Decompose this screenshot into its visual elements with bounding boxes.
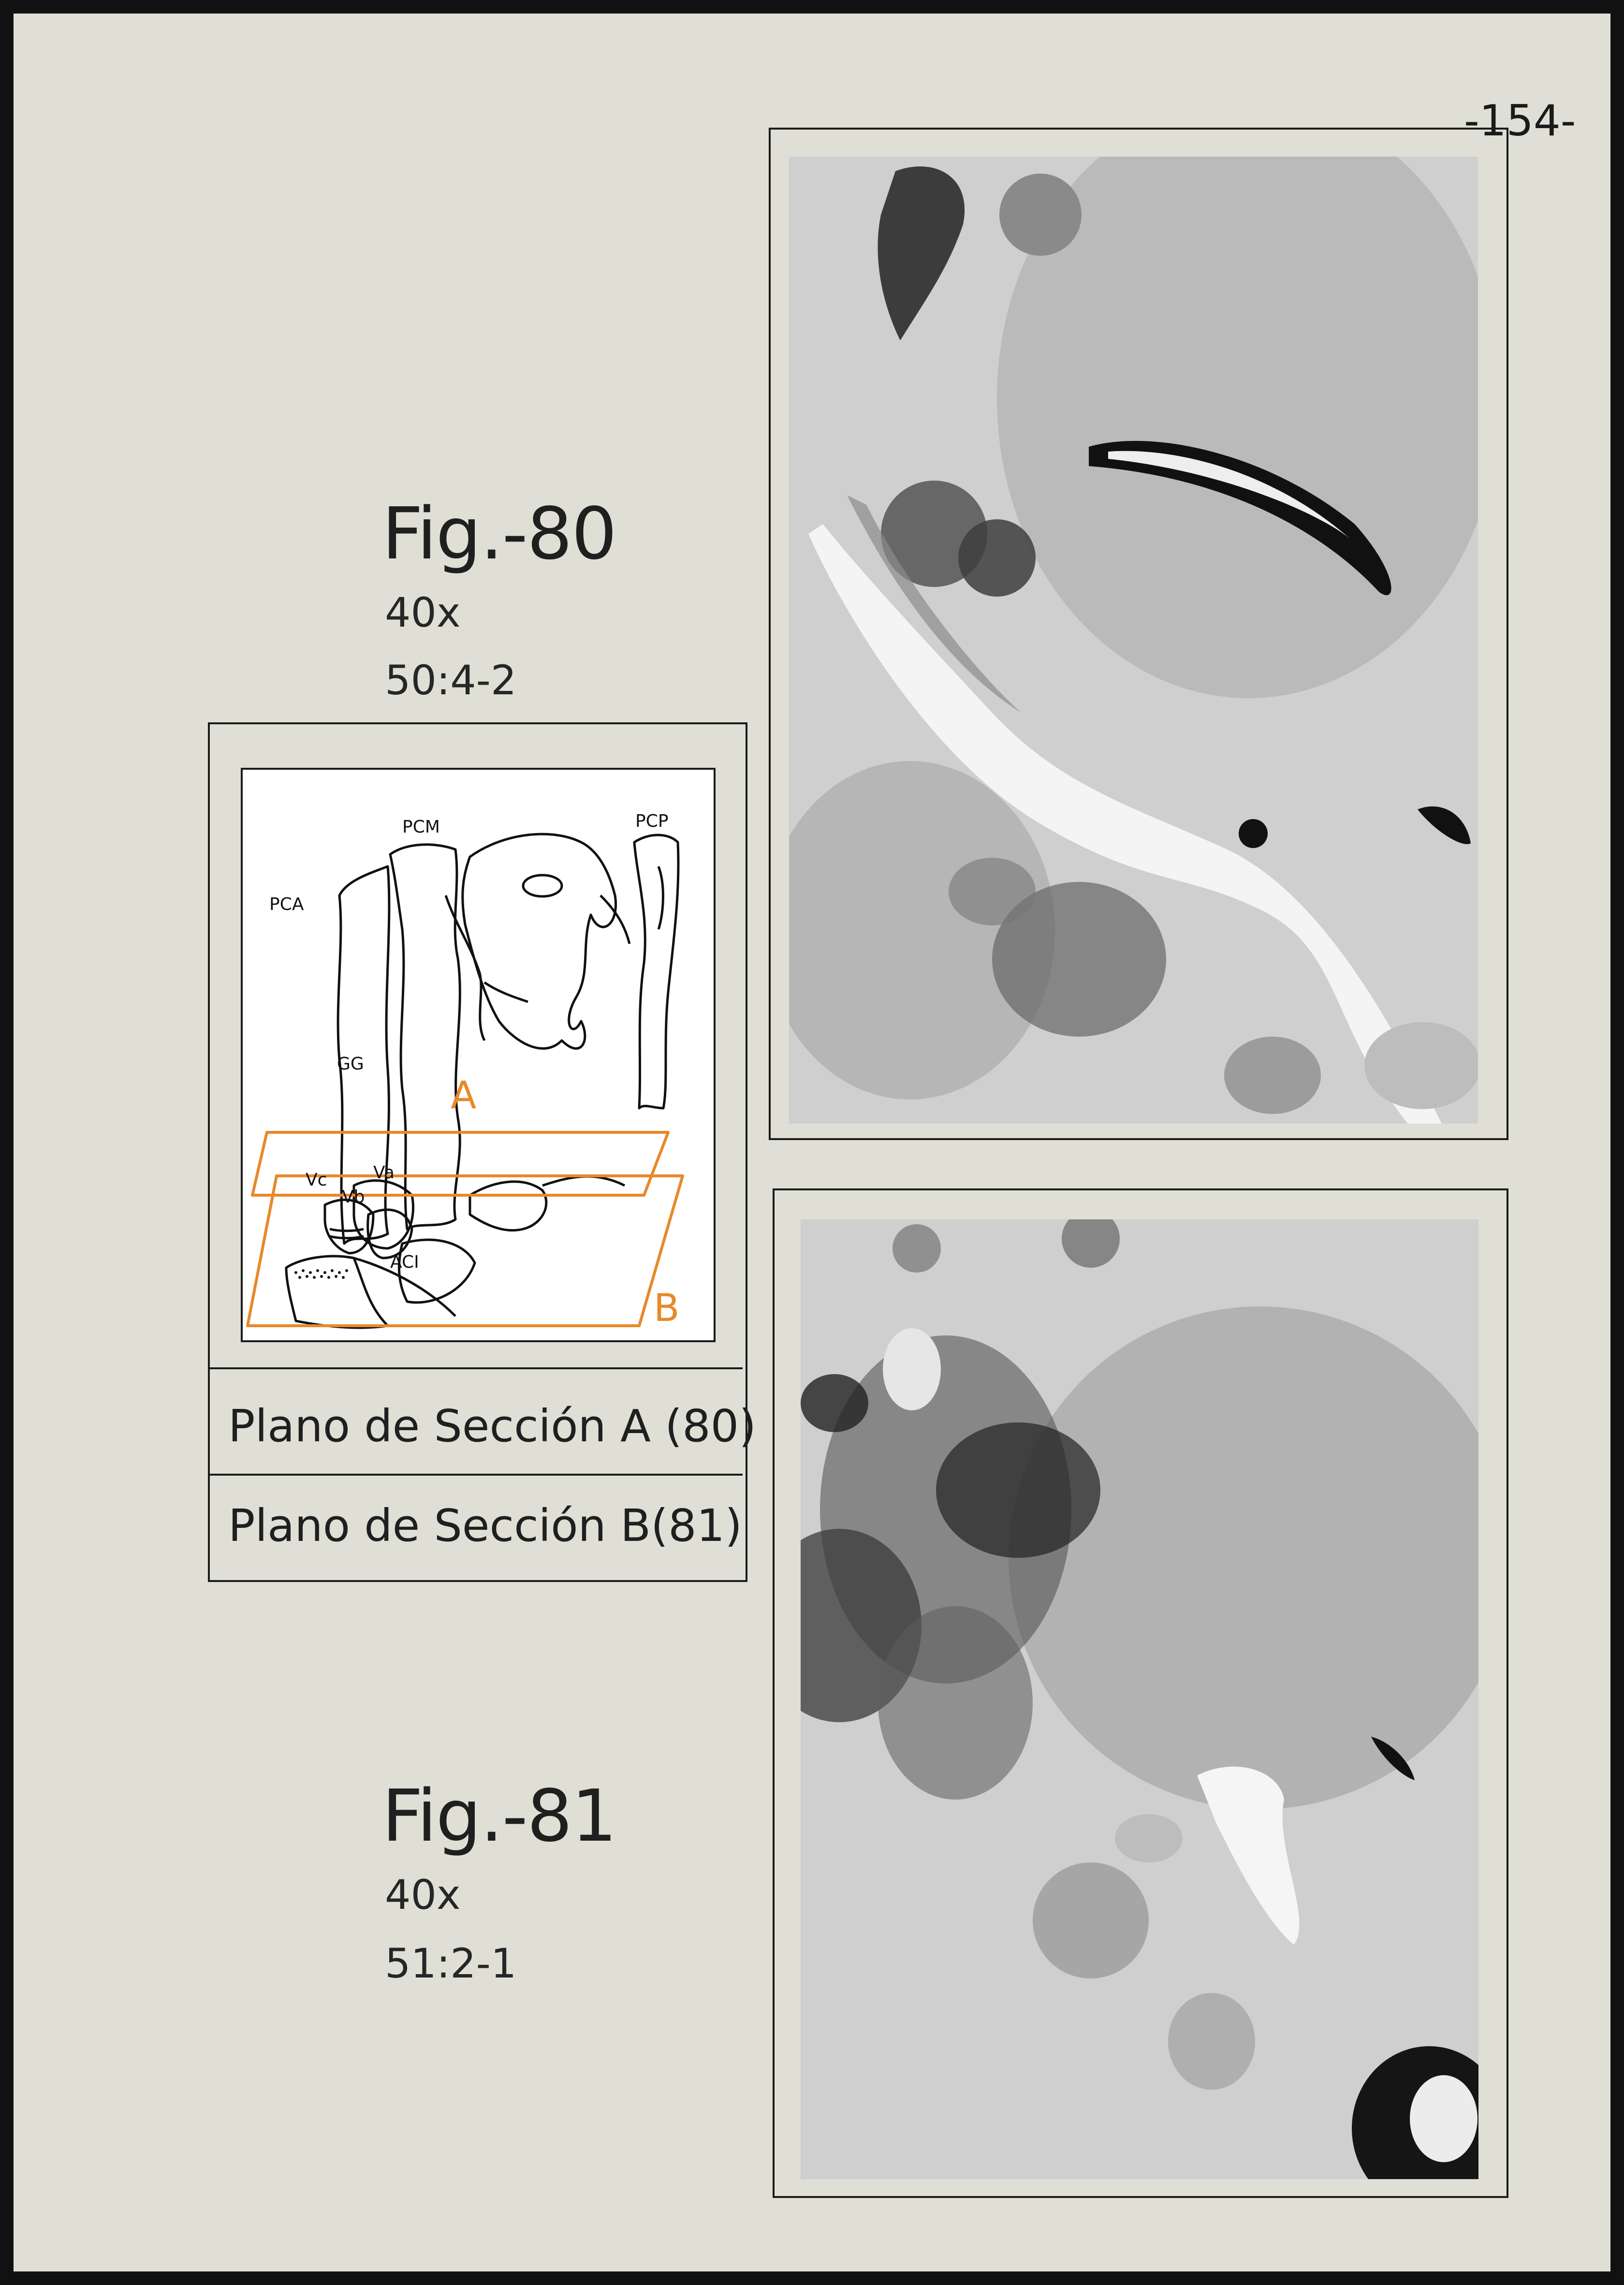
fig80-code: 50:4-2 [385,657,517,704]
label-pca: PCA [269,894,304,914]
fig81-magnification: 40x [385,1871,461,1919]
fig80-title: Fig.-80 [382,492,616,575]
fig80-magnification: 40x [385,589,461,636]
label-vc: Vc [306,1170,327,1190]
legend-plane-b: Plano de Sección B(81) [228,1500,743,1552]
fig80-micrograph [789,157,1478,1124]
page-number: -154- [1464,96,1576,146]
label-pcm: PCM [402,817,440,837]
label-plane-b: B [654,1287,680,1330]
diagram-drawing [243,770,714,1340]
legend-divider-middle [209,1474,743,1476]
section-diagram [241,768,716,1342]
document-page [14,14,1610,2271]
label-plane-a: A [451,1074,477,1117]
label-aci: ACI [390,1252,419,1272]
fig81-micrograph [801,1219,1478,2179]
label-vb: Vb [342,1187,365,1207]
legend-divider-top [209,1367,743,1369]
fig81-title: Fig.-81 [382,1774,616,1858]
label-gg: GG [337,1054,364,1074]
fig81-code: 51:2-1 [385,1940,517,1987]
legend-plane-a: Plano de Sección A (80) [228,1400,757,1452]
label-pcp: PCP [635,811,669,831]
label-va: Va [373,1163,395,1183]
